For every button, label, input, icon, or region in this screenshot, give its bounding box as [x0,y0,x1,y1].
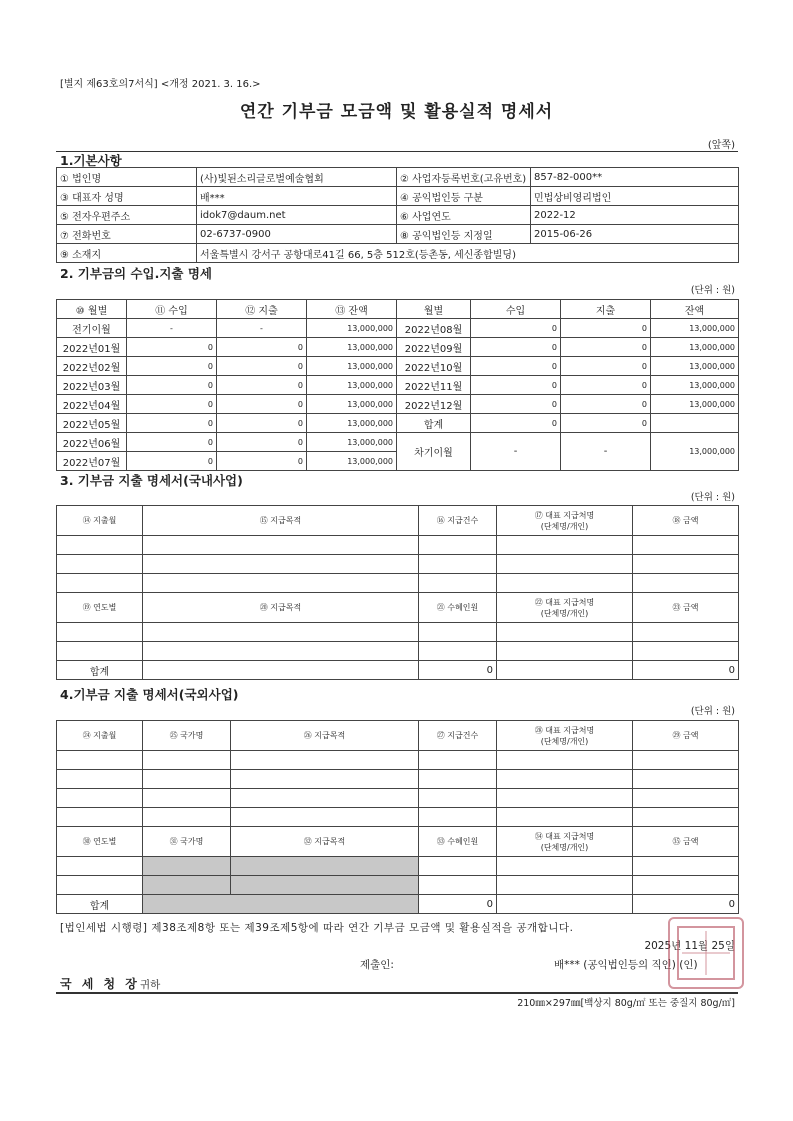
table-cell [57,876,143,895]
table-cell [143,876,231,895]
table-cell [497,574,633,593]
header-label: ㉘ 대표 지급처명 [534,725,595,735]
table-cell [143,574,419,593]
table-cell [497,555,633,574]
table-cell: 0 [561,319,651,338]
table-cell [419,642,497,661]
table-cell [497,506,633,536]
table-cell [143,857,231,876]
table-cell [231,857,419,876]
table-row [57,376,739,395]
unit-label: (단위 : 원) [690,285,735,296]
table-cell: ⑮ 지급목적 [143,506,419,536]
section4-title: 4.기부금 지출 명세서(국외사업) [60,687,239,702]
table-cell: 0 [127,414,217,433]
table-cell [419,876,497,895]
table-cell: ㉟ 금액 [633,827,739,857]
table-cell: 0 [127,376,217,395]
table-cell: 0 [217,414,307,433]
table-cell: 0 [561,395,651,414]
table-cell: ㉖ 지급목적 [231,721,419,751]
table-cell [633,642,739,661]
divider [56,992,738,994]
table-cell: 02-6737-0900 [197,225,397,244]
table-cell: ㉑ 수혜인원 [419,593,497,623]
table-cell [419,751,497,770]
table-cell: ㉝ 수혜인원 [419,827,497,857]
table-cell: 0 [419,895,497,914]
table-cell [143,789,231,808]
table-cell [497,789,633,808]
table-cell [497,808,633,827]
table-cell [57,857,143,876]
table-row [57,857,739,876]
table-cell: ⑤ 전자우편주소 [57,206,197,225]
table-cell: 13,000,000 [307,414,397,433]
table-cell [497,623,633,642]
table-cell: 857-82-000** [531,168,739,187]
table-cell: 합계 [57,661,143,680]
table-cell: 2022년07월 [57,452,127,471]
table-cell [419,536,497,555]
header-label: ⑰ 대표 지급처명 [534,510,595,520]
table-cell: 2022년03월 [57,376,127,395]
table-cell: ⑨ 소재지 [57,244,197,263]
table-cell: 0 [471,338,561,357]
table-cell: 0 [471,395,561,414]
section3-title: 3. 기부금 지출 명세서(국내사업) [60,473,243,488]
table-cell [57,642,143,661]
table-cell: 2022년10월 [397,357,471,376]
table-cell [497,876,633,895]
unit-label: (단위 : 원) [690,706,735,717]
table-cell: 2022년09월 [397,338,471,357]
table-cell: 월별 [397,300,471,319]
table-cell: 0 [217,376,307,395]
basic-info-table [56,167,739,263]
table-cell: 0 [127,357,217,376]
table-row [57,876,739,895]
table-cell: 13,000,000 [307,338,397,357]
header-sublabel: (단체명/개인) [540,521,589,531]
table-cell: ⑭ 지출월 [57,506,143,536]
table-row [57,623,739,642]
table-cell [231,789,419,808]
table-row [57,433,739,452]
header-row [57,300,739,319]
table-cell: 지출 [561,300,651,319]
table-cell: 13,000,000 [307,319,397,338]
table-cell: 차기이월 [397,433,471,471]
table-cell [633,808,739,827]
table-cell: 0 [217,338,307,357]
table-cell: 0 [127,433,217,452]
table-cell [497,770,633,789]
table-cell: ③ 대표자 성명 [57,187,197,206]
table-cell [497,895,633,914]
table-cell: 13,000,000 [307,376,397,395]
table-cell: 13,000,000 [307,395,397,414]
table-cell: 13,000,000 [651,338,739,357]
table-cell: 0 [471,414,561,433]
table-cell: 민법상비영리법인 [531,187,739,206]
table-cell [419,623,497,642]
recipient-suffix: 귀하 [140,979,161,991]
table-cell: 0 [127,395,217,414]
table-cell [497,536,633,555]
table-cell: ② 사업자등록번호(고유번호) [397,168,531,187]
table-cell: 2022년08월 [397,319,471,338]
table-cell [143,536,419,555]
table-row [57,357,739,376]
table-cell: 13,000,000 [307,433,397,452]
table-cell [497,751,633,770]
table-cell: ① 법인명 [57,168,197,187]
table-cell: 0 [471,357,561,376]
table-cell: 2015-06-26 [531,225,739,244]
table-cell: 수입 [471,300,561,319]
table-cell: 전기이월 [57,319,127,338]
table-cell: 2022년11월 [397,376,471,395]
table-cell: ㉛ 국가명 [143,827,231,857]
table-cell [497,721,633,751]
table-cell: 합계 [397,414,471,433]
table-cell: 0 [561,376,651,395]
header-row [57,721,739,751]
table-cell [497,661,633,680]
table-cell [57,574,143,593]
table-cell [143,808,231,827]
table-cell: - [471,433,561,471]
page-title: 연간 기부금 모금액 및 활용실적 명세서 [239,102,554,122]
table-cell: ㉗ 지급건수 [419,721,497,751]
table-cell: ⑱ 금액 [633,506,739,536]
table-row [57,168,739,187]
table-cell [143,770,231,789]
table-cell [419,770,497,789]
table-cell: 2022년04월 [57,395,127,414]
table-cell: 2022년05월 [57,414,127,433]
table-row [57,225,739,244]
table-row [57,770,739,789]
table-cell [57,536,143,555]
table-row [57,338,739,357]
table-cell [633,623,739,642]
table-cell [633,555,739,574]
table-cell [419,789,497,808]
table-cell: - [127,319,217,338]
table-cell [143,623,419,642]
table-cell [57,808,143,827]
table-cell: - [561,433,651,471]
table-cell [231,808,419,827]
table-cell: 2022-12 [531,206,739,225]
table-cell: 0 [217,395,307,414]
table-row [57,574,739,593]
table-cell [633,789,739,808]
table-cell: ㉔ 지출월 [57,721,143,751]
table-row [57,789,739,808]
paper-size: 210㎜×297㎜[백상지 80g/㎡ 또는 중질지 80g/㎡] [517,998,735,1009]
table-cell [633,770,739,789]
table-cell [57,751,143,770]
table-cell: (사)빛된소리글로벌예술협회 [197,168,397,187]
table-row [57,206,739,225]
header-row [57,827,739,857]
table-row [57,414,739,433]
table-cell: 13,000,000 [651,319,739,338]
table-row [57,319,739,338]
table-cell [231,876,419,895]
table-cell [57,789,143,808]
table-row [57,187,739,206]
table-cell [57,770,143,789]
table-cell: ⑩ 월별 [57,300,127,319]
table-cell: 2022년01월 [57,338,127,357]
table-cell: ⑥ 사업연도 [397,206,531,225]
table-cell: 0 [633,895,739,914]
table-cell: ㉜ 지급목적 [231,827,419,857]
header-sublabel: (단체명/개인) [540,608,589,618]
submit-date: 2025년 11월 25일 [644,940,735,952]
table-cell: - [217,319,307,338]
table-row [57,395,739,414]
section2-title: 2. 기부금의 수입.지출 명세 [60,266,213,281]
page-side: (앞쪽) [707,140,735,151]
table-cell: 0 [471,319,561,338]
table-cell: 2022년02월 [57,357,127,376]
table-cell [633,857,739,876]
table-cell [419,808,497,827]
table-cell: 0 [561,414,651,433]
table-cell: 13,000,000 [307,452,397,471]
table-cell: ⑫ 지출 [217,300,307,319]
table-cell: 잔액 [651,300,739,319]
table-cell [497,857,633,876]
domestic-expense-table [56,505,739,680]
table-cell [497,642,633,661]
table-cell: idok7@daum.net [197,206,397,225]
table-cell [633,536,739,555]
table-cell: ㉙ 금액 [633,721,739,751]
section1-title: 1.기본사항 [60,153,122,168]
table-cell: ⑯ 지급건수 [419,506,497,536]
table-cell: 0 [561,338,651,357]
table-cell [633,876,739,895]
form-id: [별지 제63호의7서식] <개정 2021. 3. 16.> [60,79,261,90]
submitter-label: 제출인: [360,959,394,971]
header-row [57,506,739,536]
table-cell: ⑪ 수입 [127,300,217,319]
table-cell [419,857,497,876]
table-row [57,244,739,263]
table-cell: ⑳ 지급목적 [143,593,419,623]
header-sublabel: (단체명/개인) [540,736,589,746]
table-cell: 0 [471,376,561,395]
table-cell: 배*** [197,187,397,206]
table-cell: ⑬ 잔액 [307,300,397,319]
table-cell [633,574,739,593]
table-cell: 0 [217,452,307,471]
table-row [57,642,739,661]
table-cell: 0 [127,338,217,357]
table-cell [497,593,633,623]
table-cell [497,827,633,857]
table-cell: ④ 공익법인등 구분 [397,187,531,206]
table-cell: 서울특별시 강서구 공항대로41길 66, 5층 512호(등촌동, 세신종합빌딩) [197,244,739,263]
disclosure-note: [법인세법 시행령] 제38조제8항 또는 제39조제5항에 따라 연간 기부금 모금액 및 활용실적을 공개합니다. [60,922,574,934]
table-cell [419,555,497,574]
header-row [57,593,739,623]
table-cell [651,414,739,433]
table-cell [231,770,419,789]
header-label: ㉒ 대표 지급처명 [534,597,595,607]
total-row [57,895,739,914]
table-cell [231,751,419,770]
header-label: ㉞ 대표 지급처명 [534,831,595,841]
table-cell: 2022년06월 [57,433,127,452]
table-cell: 2022년12월 [397,395,471,414]
total-row [57,661,739,680]
table-cell: 13,000,000 [651,376,739,395]
table-cell [419,574,497,593]
table-cell [143,751,231,770]
table-cell: ⑦ 전화번호 [57,225,197,244]
table-cell: ㉓ 금액 [633,593,739,623]
foreign-expense-table [56,720,739,914]
table-cell: 0 [561,357,651,376]
recipient: 국 세 청 장 [60,977,140,991]
table-row [57,536,739,555]
table-row [57,555,739,574]
official-seal [668,917,744,989]
divider [56,151,738,152]
table-cell: 0 [217,433,307,452]
table-cell [143,895,419,914]
table-cell [143,555,419,574]
table-cell: 0 [217,357,307,376]
table-cell: 13,000,000 [651,395,739,414]
unit-label: (단위 : 원) [690,492,735,503]
table-cell [57,555,143,574]
table-cell: 0 [419,661,497,680]
table-cell [143,661,419,680]
table-cell: 0 [633,661,739,680]
table-cell: ⑧ 공익법인등 지정일 [397,225,531,244]
table-cell: ㉚ 연도별 [57,827,143,857]
table-row [57,808,739,827]
submitter-name: 배*** (공익법인등의 직인) (인) [554,959,698,971]
income-expense-table [56,299,739,471]
table-cell: 0 [127,452,217,471]
header-sublabel: (단체명/개인) [540,842,589,852]
table-row [57,751,739,770]
table-cell [57,623,143,642]
table-cell: 합계 [57,895,143,914]
table-cell: ⑲ 연도별 [57,593,143,623]
table-cell [633,751,739,770]
table-cell: 13,000,000 [651,357,739,376]
table-cell: 13,000,000 [651,433,739,471]
table-cell: 13,000,000 [307,357,397,376]
table-cell [143,642,419,661]
table-cell: ㉕ 국가명 [143,721,231,751]
